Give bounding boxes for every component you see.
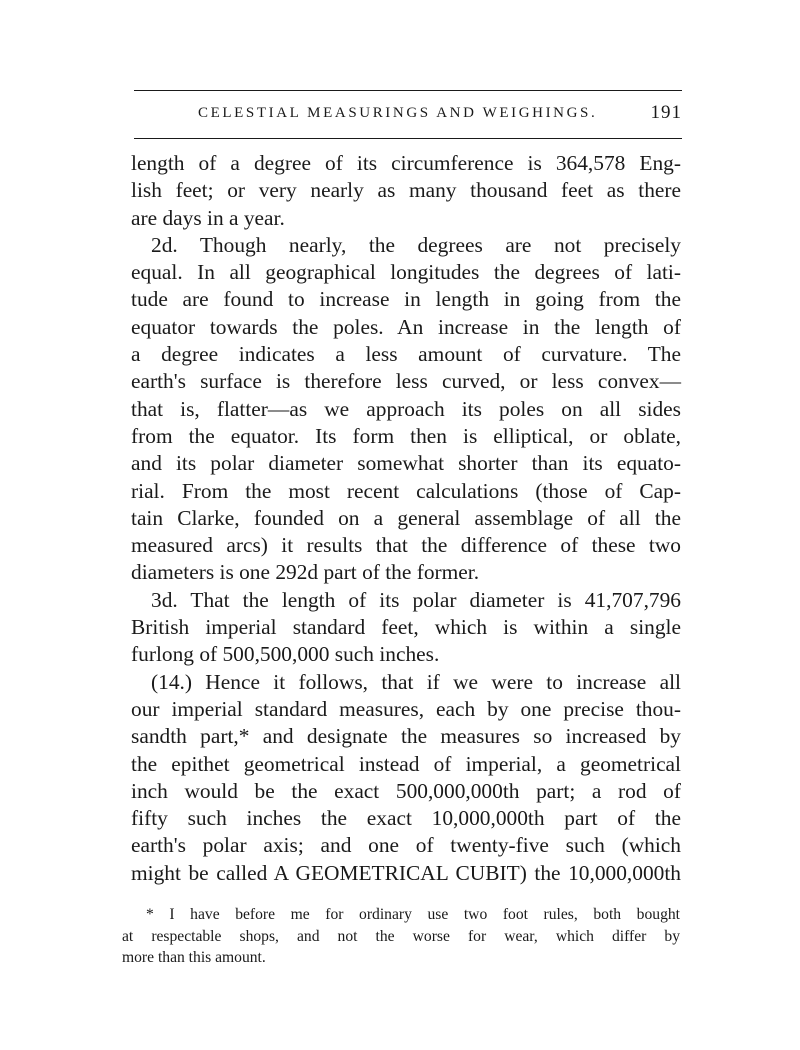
text-line: and its polar diameter somewhat shorter than its equato- — [131, 451, 681, 476]
text-line: lish feet; or very nearly as many thousand feet as there — [131, 178, 681, 203]
text-line: 2d. Though nearly, the degrees are not precisely — [151, 232, 681, 257]
page-header — [134, 103, 682, 129]
text-line: rial. From the most recent calculations (those of Cap- — [131, 478, 681, 503]
text-line: from the equator. Its form then is elliptical, or oblate, — [131, 423, 681, 448]
text-line: 3d. That the length of its polar diameter is 41,707,796 — [151, 587, 681, 612]
text-line: the epithet geometrical instead of imperial, a geometrical — [131, 751, 681, 776]
text-line: diameters is one 292d part of the former. — [131, 560, 480, 585]
page-number: 191 — [650, 102, 682, 123]
text-line: are days in a year. — [131, 205, 285, 230]
text-line: equator towards the poles. An increase in the length of — [131, 314, 681, 339]
footnote — [122, 904, 680, 969]
running-head: CELESTIAL MEASURINGS AND WEIGHINGS. — [198, 105, 598, 121]
text-line: tain Clarke, founded on a general assemblage of all the — [131, 505, 681, 530]
text-line: length of a degree of its circumference is 364,578 Eng- — [131, 151, 681, 175]
text-line: equal. In all geographical longitudes the degrees of lati- — [131, 260, 681, 285]
header-bottom-rule — [134, 138, 682, 139]
footnote-line: * I have before me for ordinary use two foot rules, both bought — [146, 906, 680, 923]
header-top-rule — [134, 90, 682, 91]
text-line: British imperial standard feet, which is within a single — [131, 615, 681, 640]
text-line: furlong of 500,500,000 such inches. — [131, 642, 440, 667]
footnote-line: at respectable shops, and not the worse for wear, which differ by — [122, 927, 680, 945]
text-line: measured arcs) it results that the difference of these two — [131, 533, 681, 558]
body-text — [131, 150, 681, 887]
text-line: (14.) Hence it follows, that if we were to increase all — [151, 669, 681, 694]
text-line: might be called A GEOMETRICAL CUBIT) the 10,000,000th — [131, 860, 681, 885]
text-line: that is, flatter—as we approach its poles on all sides — [131, 396, 681, 421]
text-line: earth's polar axis; and one of twenty-five such (which — [131, 833, 681, 858]
text-line: sandth part,* and designate the measures so increased by — [131, 724, 681, 749]
text-line: tude are found to increase in length in going from the — [131, 287, 681, 312]
text-line: our imperial standard measures, each by one precise thou- — [131, 696, 681, 721]
text-line: inch would be the exact 500,000,000th part; a rod of — [131, 778, 681, 803]
text-line: fifty such inches the exact 10,000,000th part of the — [131, 806, 681, 831]
text-line: earth's surface is therefore less curved, or less convex— — [131, 369, 681, 394]
footnote-line: more than this amount. — [122, 949, 266, 966]
text-line: a degree indicates a less amount of curvature. The — [131, 342, 681, 367]
